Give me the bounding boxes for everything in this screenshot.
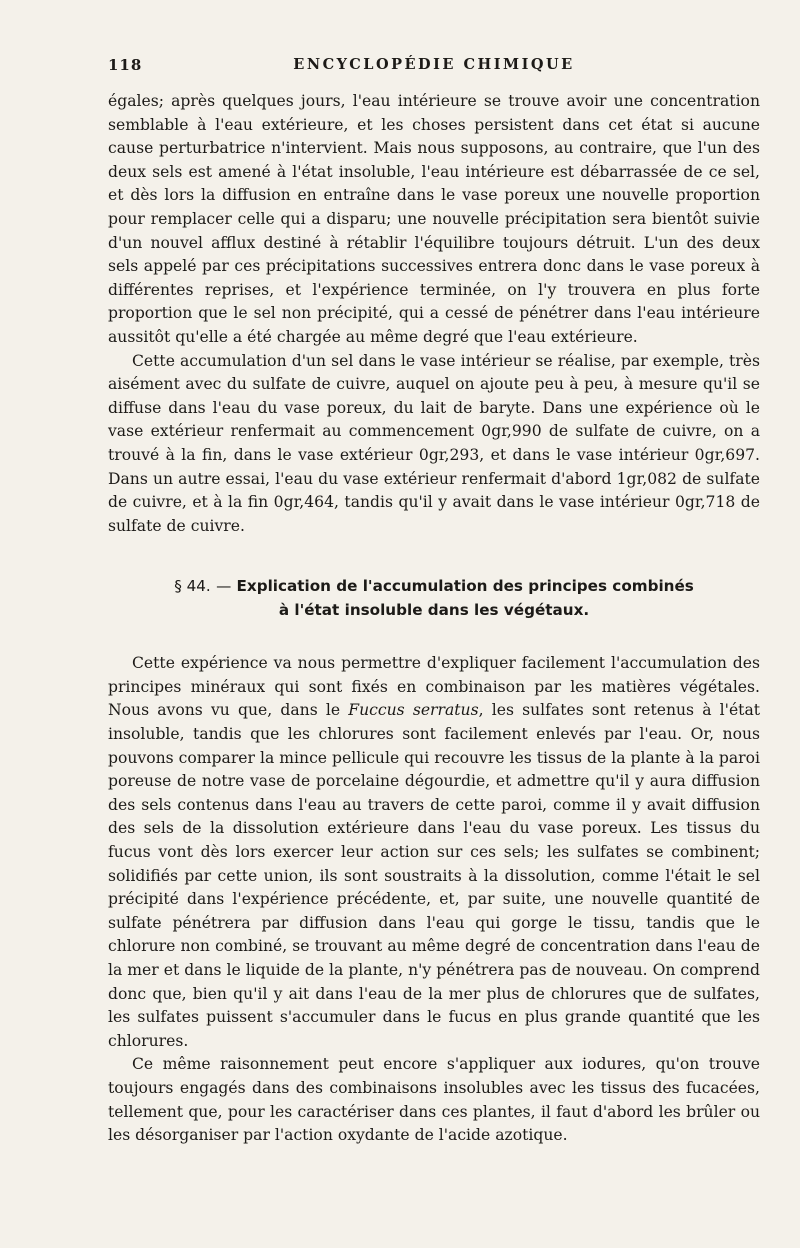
fucus-text-before: Cette expérience va nous permettre d'expliquer facilement l'accumulation des principes minéraux qui sont fixés en combinaison par les matières végétales. Nous avons vu que, dans le (108, 654, 760, 720)
section-dash: — (216, 577, 232, 596)
section-title-line-2: à l'état insoluble dans les végétaux. (278, 601, 590, 620)
paragraph-continuation: égales; après quelques jours, l'eau intérieure se trouve avoir une concentration semblable à l'eau extérieure, et les choses persistent dans cet état si aucune cause perturbatrice n'intervient. Mais nous supposons, au contraire, que l'un des deux sels est amené à l'état insoluble, l'eau intérieure est débarrassée de ce sel, et dès lors la diffusion en entraîne dans le vase poreux une nouvelle proportion pour remplacer celle qui a disparu; une nouvelle précipitation sera bientôt suivie d'un nouvel afflux destiné à rétablir l'équilibre toujours détruit. L'un des deux sels appelé par ces précipitations successives entrera donc dans le vase poreux à différentes reprises, et l'expérience terminée, on l'y trouvera en plus forte proportion que le sel non précipité, qui a cessé de pénétrer dans l'eau intérieure aussitôt qu'elle a été chargée au même degré que l'eau extérieure. (108, 92, 760, 346)
section-title-line-1: Explication de l'accumulation des principes combinés (236, 577, 694, 596)
species-name: Fuccus serratus (348, 701, 479, 720)
page-number: 118 (108, 56, 143, 74)
paragraph-iodides: Ce même raisonnement peut encore s'appliquer aux iodures, qu'on trouve toujours engagés dans des combinaisons insolubles avec les tissus des fucacées, tellement que, pour les caractériser dans ces plantes, il faut d'abord les brûler ou les désorganiser par l'action oxydante de l'acide azotique. (108, 1055, 760, 1145)
running-title: ENCYCLOPÉDIE CHIMIQUE (293, 56, 575, 73)
running-head (108, 56, 760, 80)
paragraph-copper-sulfate-experiment: Cette accumulation d'un sel dans le vase intérieur se réalise, par exemple, très aisément avec du sulfate de cuivre, auquel on ajoute peu à peu, à mesure qu'il se diffuse dans l'eau du vase poreux, du lait de baryte. Dans une expérience où le vase extérieur renfermait au commencement 0gr,990 de sulfate de cuivre, on a trouvé à la fin, dans le vase extérieur 0gr,293, et dans le vase intérieur 0gr,697. Dans un autre essai, l'eau du vase extérieur renfermait d'abord 1gr,082 de sulfate de cuivre, et à la fin 0gr,464, tandis qu'il y avait dans le vase intérieur 0gr,718 de sulfate de cuivre. (108, 351, 760, 535)
paragraph-fucus-explanation (108, 652, 760, 1053)
page-body (108, 90, 760, 1148)
section-heading (108, 574, 760, 622)
section-heading-line-1 (108, 574, 760, 598)
section-number: § 44. (174, 577, 211, 596)
fucus-text-after: , les sulfates sont retenus à l'état insoluble, tandis que les chlorures sont facilement enlevés par l'eau. Or, nous pouvons comparer la mince pellicule qui recouvre les tissus de la plante à la paroi poreuse de notre vase de porcelaine dégourdie, et admettre qu'il y aura diffusion des sels contenus dans l'eau au travers de cette paroi, comme il y avait diffusion des sels de la dissolution extérieure dans l'eau du vase poreux. Les tissus du fucus vont dès lors exercer leur action sur ces sels; les sulfates se combinent; solidifiés par cette union, ils sont soustraits à la dissolution, comme l'était le sel précipité dans l'expérience précédente, et, par suite, une nouvelle quantité de sulfate pénétrera par diffusion dans l'eau qui gorge le tissu, tandis que le chlorure non combiné, se trouvant au même degré de concentration dans l'eau de la mer et dans le liquide de la plante, n'y pénétrera pas de nouveau. On comprend donc que, bien qu'il y ait dans l'eau de la mer plus de chlorures que de sulfates, les sulfates puissent s'accumuler dans le fucus en plus grande quantité que les chlorures. (108, 701, 761, 1050)
